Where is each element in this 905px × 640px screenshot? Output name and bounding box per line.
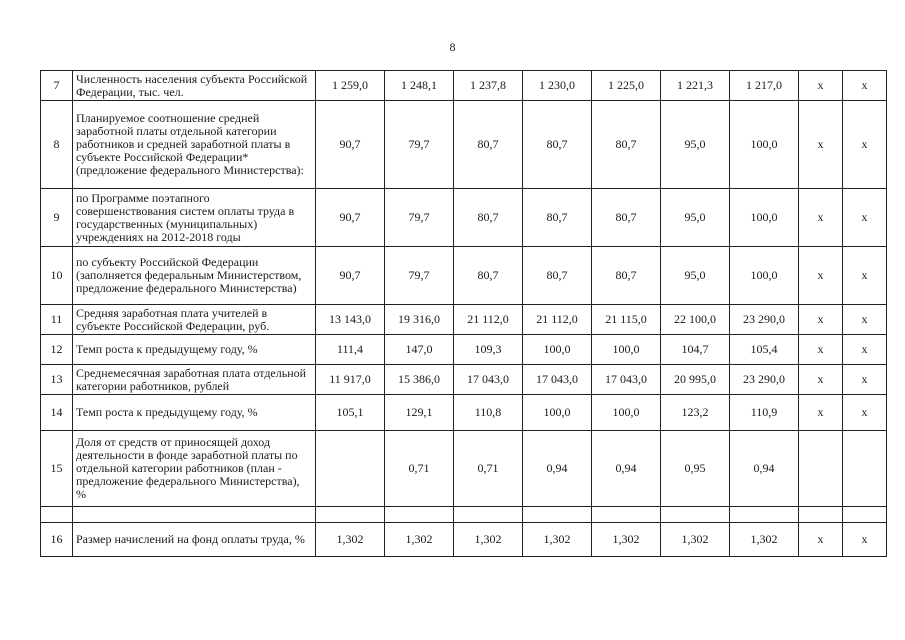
mark-cell: x [843, 523, 887, 557]
table-row [41, 305, 887, 335]
value-cell: 100,0 [523, 395, 592, 431]
value-cell [385, 507, 454, 523]
value-cell: 11 917,0 [316, 365, 385, 395]
value-cell: 111,4 [316, 335, 385, 365]
value-cell: 0,71 [385, 431, 454, 507]
indicators-table [40, 70, 887, 557]
row-description: Средняя заработная плата учителей в субъекте Российской Федерации, руб. [73, 305, 316, 335]
value-cell: 109,3 [454, 335, 523, 365]
value-cell: 17 043,0 [454, 365, 523, 395]
value-cell: 21 115,0 [592, 305, 661, 335]
row-number: 14 [41, 395, 73, 431]
value-cell: 95,0 [661, 189, 730, 247]
mark-cell: x [799, 395, 843, 431]
value-cell: 80,7 [454, 189, 523, 247]
value-cell: 22 100,0 [661, 305, 730, 335]
value-cell: 1,302 [385, 523, 454, 557]
value-cell: 100,0 [592, 395, 661, 431]
table-row [41, 101, 887, 189]
value-cell: 100,0 [523, 335, 592, 365]
row-number: 7 [41, 71, 73, 101]
value-cell: 90,7 [316, 247, 385, 305]
value-cell: 79,7 [385, 247, 454, 305]
row-description: Размер начислений на фонд оплаты труда, % [73, 523, 316, 557]
value-cell: 80,7 [523, 247, 592, 305]
mark-cell: x [799, 523, 843, 557]
value-cell: 100,0 [730, 247, 799, 305]
mark-cell: x [799, 335, 843, 365]
value-cell: 1 248,1 [385, 71, 454, 101]
value-cell [730, 507, 799, 523]
mark-cell: x [843, 247, 887, 305]
value-cell: 23 290,0 [730, 305, 799, 335]
row-description [73, 507, 316, 523]
mark-cell [799, 507, 843, 523]
value-cell: 23 290,0 [730, 365, 799, 395]
value-cell: 1 259,0 [316, 71, 385, 101]
value-cell: 1,302 [661, 523, 730, 557]
mark-cell [843, 431, 887, 507]
table-row [41, 507, 887, 523]
value-cell: 110,9 [730, 395, 799, 431]
row-description: по субъекту Российской Федерации (заполняется федеральным Министерством, предложение федерального Министерства) [73, 247, 316, 305]
table-row [41, 335, 887, 365]
row-number: 11 [41, 305, 73, 335]
table-row [41, 247, 887, 305]
value-cell: 20 995,0 [661, 365, 730, 395]
mark-cell: x [799, 365, 843, 395]
value-cell [316, 431, 385, 507]
value-cell: 1,302 [592, 523, 661, 557]
value-cell: 1 221,3 [661, 71, 730, 101]
row-number: 16 [41, 523, 73, 557]
value-cell [661, 507, 730, 523]
row-number: 10 [41, 247, 73, 305]
row-number [41, 507, 73, 523]
value-cell: 21 112,0 [454, 305, 523, 335]
page-number: 8 [449, 40, 456, 54]
value-cell: 19 316,0 [385, 305, 454, 335]
value-cell: 0,94 [592, 431, 661, 507]
value-cell: 95,0 [661, 101, 730, 189]
mark-cell: x [799, 305, 843, 335]
mark-cell: x [799, 71, 843, 101]
row-description: Доля от средств от приносящей доход деятельности в фонде заработной платы по отдельной категории работников (план - предложение федерального Министерства), % [73, 431, 316, 507]
mark-cell: x [843, 189, 887, 247]
value-cell: 100,0 [592, 335, 661, 365]
value-cell: 1,302 [523, 523, 592, 557]
value-cell: 80,7 [523, 101, 592, 189]
value-cell: 0,71 [454, 431, 523, 507]
value-cell: 15 386,0 [385, 365, 454, 395]
mark-cell: x [843, 335, 887, 365]
value-cell: 80,7 [592, 189, 661, 247]
value-cell: 90,7 [316, 189, 385, 247]
value-cell [316, 507, 385, 523]
row-number: 15 [41, 431, 73, 507]
value-cell: 13 143,0 [316, 305, 385, 335]
value-cell: 79,7 [385, 101, 454, 189]
value-cell [523, 507, 592, 523]
value-cell: 80,7 [592, 101, 661, 189]
value-cell: 17 043,0 [523, 365, 592, 395]
value-cell: 147,0 [385, 335, 454, 365]
value-cell: 123,2 [661, 395, 730, 431]
value-cell: 80,7 [523, 189, 592, 247]
value-cell: 95,0 [661, 247, 730, 305]
row-description: по Программе поэтапного совершенствования систем оплаты труда в государственных (муниципальных) учреждениях на 2012-2018 годы [73, 189, 316, 247]
row-description: Среднемесячная заработная плата отдельной категории работников, рублей [73, 365, 316, 395]
value-cell: 1 225,0 [592, 71, 661, 101]
mark-cell: x [843, 365, 887, 395]
value-cell: 80,7 [592, 247, 661, 305]
value-cell: 105,1 [316, 395, 385, 431]
mark-cell: x [843, 305, 887, 335]
mark-cell: x [843, 395, 887, 431]
row-description: Планируемое соотношение средней заработной платы отдельной категории работников и средней заработной платы в субъекте Российской Федерации*(предложение федерального Министерства): [73, 101, 316, 189]
table-row [41, 71, 887, 101]
value-cell: 0,95 [661, 431, 730, 507]
mark-cell: x [843, 101, 887, 189]
value-cell: 79,7 [385, 189, 454, 247]
value-cell: 1,302 [454, 523, 523, 557]
value-cell: 100,0 [730, 101, 799, 189]
table-row [41, 431, 887, 507]
value-cell: 90,7 [316, 101, 385, 189]
value-cell: 17 043,0 [592, 365, 661, 395]
mark-cell [799, 431, 843, 507]
value-cell: 80,7 [454, 247, 523, 305]
row-description: Темп роста к предыдущему году, % [73, 395, 316, 431]
table-row [41, 523, 887, 557]
value-cell: 1,302 [730, 523, 799, 557]
value-cell: 0,94 [523, 431, 592, 507]
mark-cell: x [843, 71, 887, 101]
table-row [41, 365, 887, 395]
value-cell: 80,7 [454, 101, 523, 189]
value-cell: 0,94 [730, 431, 799, 507]
value-cell: 100,0 [730, 189, 799, 247]
row-number: 8 [41, 101, 73, 189]
mark-cell: x [799, 247, 843, 305]
mark-cell: x [799, 189, 843, 247]
row-number: 9 [41, 189, 73, 247]
value-cell: 21 112,0 [523, 305, 592, 335]
row-number: 12 [41, 335, 73, 365]
table-row [41, 189, 887, 247]
value-cell: 105,4 [730, 335, 799, 365]
value-cell [592, 507, 661, 523]
value-cell: 1 230,0 [523, 71, 592, 101]
mark-cell: x [799, 101, 843, 189]
value-cell: 129,1 [385, 395, 454, 431]
row-description: Численность населения субъекта Российской Федерации, тыс. чел. [73, 71, 316, 101]
value-cell: 1 237,8 [454, 71, 523, 101]
value-cell: 104,7 [661, 335, 730, 365]
table-row [41, 395, 887, 431]
value-cell: 1,302 [316, 523, 385, 557]
row-description: Темп роста к предыдущему году, % [73, 335, 316, 365]
value-cell: 110,8 [454, 395, 523, 431]
mark-cell [843, 507, 887, 523]
row-number: 13 [41, 365, 73, 395]
value-cell [454, 507, 523, 523]
value-cell: 1 217,0 [730, 71, 799, 101]
